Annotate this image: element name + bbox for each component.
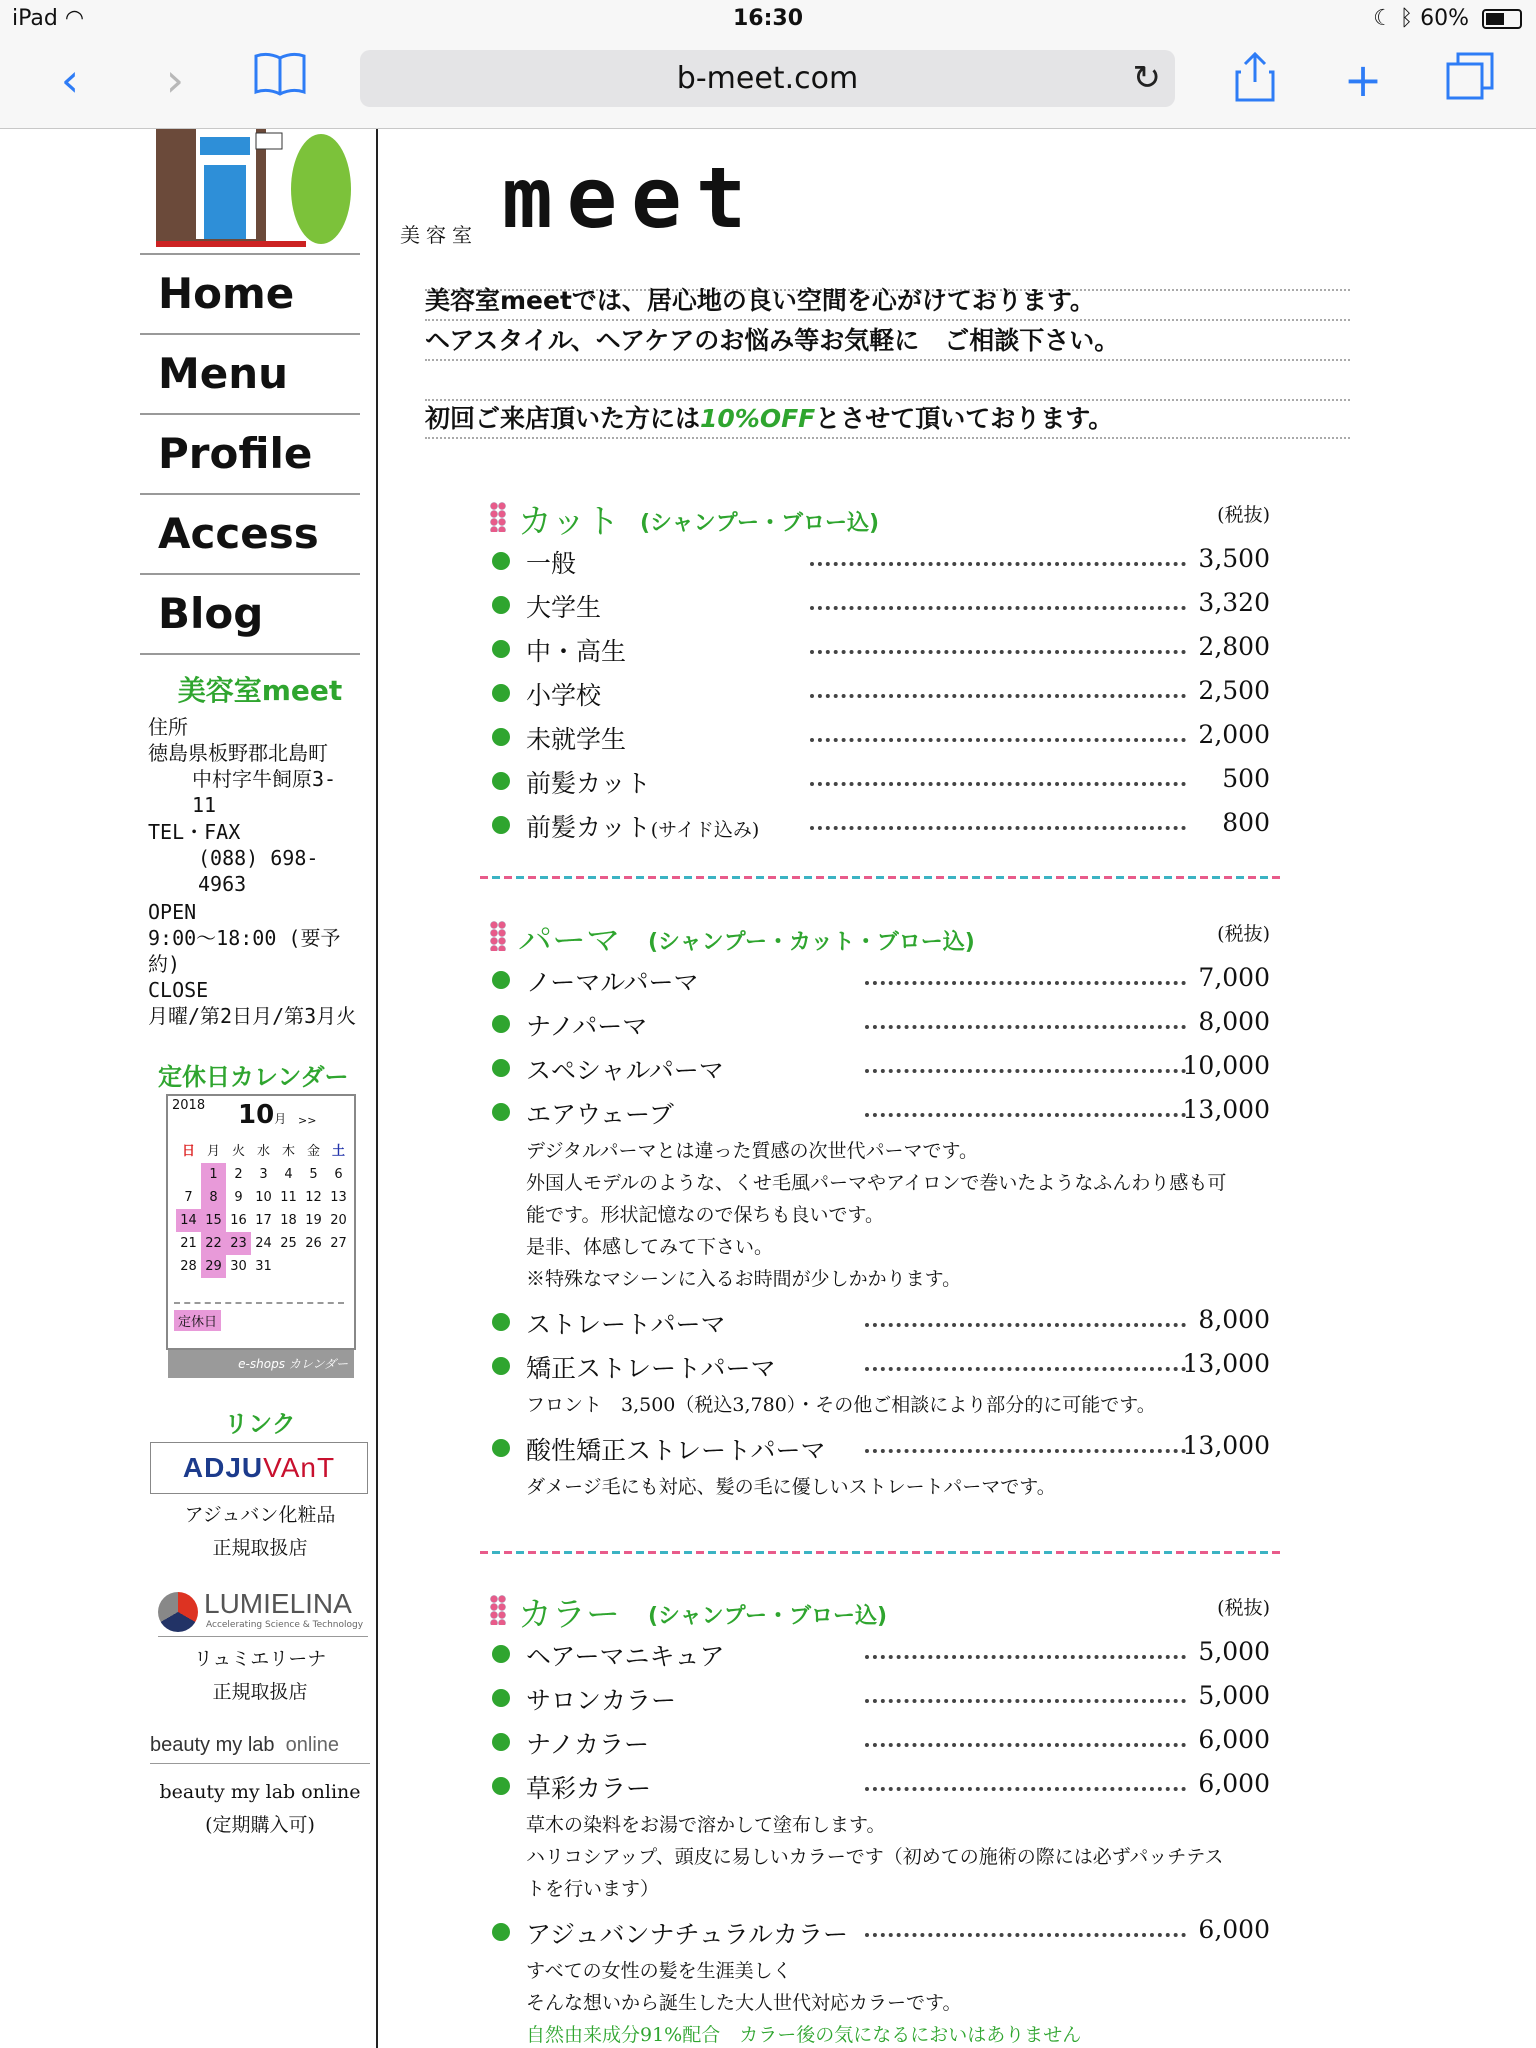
service-price: 2,000 [1198,720,1270,749]
service-name: 未就学生 [526,725,627,754]
battery-fill [1486,13,1504,25]
nav-profile[interactable] [140,413,360,493]
service-name: アジュバンナチュラルカラー [526,1920,849,1949]
perm-title: パーマ [518,921,620,961]
leader-dots [810,650,1186,654]
price-row [490,959,1282,1003]
dots-icon [490,921,506,951]
bullet-icon [492,1923,510,1941]
calendar-day: 16 [230,1213,247,1228]
address-bar[interactable] [360,50,1175,107]
perm-price-list-2 [490,1301,1282,1389]
intro-line-3 [425,399,1350,439]
cut-title: カット [518,502,620,542]
perm-price-list-3 [490,1427,1282,1471]
perm-price-list [490,959,1282,1135]
bullet-icon [492,1689,510,1707]
leader-dots [865,1699,1186,1703]
intro-line-2: ヘアスタイル、ヘアケアのお悩み等お気軽に ご相談下さい。 [425,321,1350,361]
calendar-week-row [176,1163,351,1186]
leader-dots [810,782,1186,786]
nav-access[interactable] [140,493,360,573]
calendar-day: 28 [180,1259,197,1274]
calendar-day: 4 [284,1167,293,1182]
note-line: 外国人モデルのような、くせ毛風パーマやアイロンで巻いたようなふんわり感も可 [526,1172,1227,1194]
web-page [0,129,1536,2048]
leader-dots [810,694,1186,698]
section-perm [490,913,1282,1509]
service-price: 6,000 [1198,1725,1270,1754]
service-price: 13,000 [1182,1349,1270,1378]
bullet-icon [492,1015,510,1033]
bullet-icon [492,684,510,702]
calendar-weekday: 火 [231,1144,245,1159]
note-line-green: 自然由来成分91%配合 カラー後の気になるにおいはありません [526,2024,1082,2046]
calendar-day: 22 [201,1232,226,1255]
calendar-year: 2018 [172,1098,206,1113]
calendar-grid [176,1140,351,1278]
service-price: 3,320 [1198,588,1270,617]
calendar-day: 2 [234,1167,243,1182]
bluetooth-icon: ᛒ [1399,6,1414,31]
calendar-day: 13 [330,1190,347,1205]
calendar-week-row [176,1186,351,1209]
color-price-list-2 [490,1911,1282,1955]
bullet-icon [492,971,510,989]
bml-logo-a: beauty my lab [150,1734,275,1756]
leader-dots [865,1655,1186,1659]
dots-icon [490,502,506,532]
service-price: 6,000 [1198,1769,1270,1798]
calendar-weekday: 水 [256,1144,270,1159]
calendar-month-number: 10 [238,1100,275,1130]
calendar-day: 17 [255,1213,272,1228]
calendar-week-row [176,1255,351,1278]
calendar-day: 20 [330,1213,347,1228]
calendar-day [176,1163,201,1186]
bullet-icon [492,816,510,834]
calendar-day: 30 [230,1259,247,1274]
browser-toolbar [0,40,1536,129]
price-row [490,1345,1282,1389]
price-row [490,1911,1282,1955]
service-name: ストレートパーマ [526,1310,726,1339]
adjuvant-caption-1: アジュバン化粧品 [184,1504,336,1526]
address-label: 住所 [148,715,188,739]
nav-blog-label: Blog [158,589,264,638]
adjuvant-logo-a: ADJU [182,1452,264,1483]
acid-note: ダメージ毛にも対応、髪の毛に優しいストレートパーマです。 [526,1476,1056,1498]
back-icon[interactable]: ‹ [60,53,80,107]
price-row [490,1301,1282,1345]
close-days: 月曜/第2日月/第3月火 [148,1004,357,1028]
discount-text: 10%OFF [700,404,816,433]
service-price: 3,500 [1198,544,1270,573]
bullet-icon [492,728,510,746]
links-title: リンク [224,1410,296,1438]
new-tab-icon[interactable]: + [1343,53,1383,107]
dots-icon [490,1595,506,1625]
bullet-icon [492,1357,510,1375]
open-hours: 9:00～18:00 (要予約) [148,926,341,976]
section-separator [480,1551,1284,1554]
calendar-day: 3 [259,1167,268,1182]
service-price: 5,000 [1198,1637,1270,1666]
perm-header [490,913,1282,959]
service-price: 500 [1222,764,1270,793]
service-name: スペシャルパーマ [526,1056,724,1085]
note-line: 是非、体感してみて下さい。 [526,1236,774,1258]
leader-dots [810,562,1186,566]
price-row [490,1047,1282,1091]
leader-dots [810,606,1186,610]
price-row [490,628,1282,672]
calendar-weekday: 金 [306,1144,320,1159]
calendar-footer[interactable]: e-shops カレンダー [168,1350,354,1378]
lumielina-logo[interactable] [158,1586,368,1637]
service-name: 矯正ストレートパーマ [526,1354,776,1383]
calendar-day: 14 [176,1209,201,1232]
color-tax-label: (税抜) [1217,1597,1270,1619]
service-price: 7,000 [1198,963,1270,992]
cut-header [490,494,1282,540]
perm-subtitle: (シャンプー・カット・ブロー込) [648,930,975,955]
bullet-icon [492,1733,510,1751]
service-name: 一般 [526,549,577,578]
service-name: 小学校 [526,681,602,710]
adjuvant-logo[interactable] [150,1442,368,1494]
service-name: 酸性矯正ストレートパーマ [526,1436,826,1465]
calendar-day: 5 [309,1167,318,1182]
bml-caption-1: beauty my lab online [159,1781,361,1803]
calendar-day: 12 [305,1190,322,1205]
calendar-day: 7 [184,1190,193,1205]
calendar-week-row [176,1232,351,1255]
service-name-note: (サイド込み) [650,819,760,841]
bml-logo-b: online [285,1734,340,1756]
lumielina-caption [140,1643,380,1709]
tel-number[interactable]: (088) 698-4963 [198,846,319,896]
wifi-icon: ◠ [64,6,85,31]
shop-illustration [156,129,356,247]
intro-line-1: 美容室meetでは、居心地の良い空間を心がけております。 [425,281,1350,321]
calendar-day: 29 [201,1255,226,1278]
section-separator [480,876,1284,879]
book-svg [252,50,308,98]
price-row [490,760,1282,804]
calendar-day: 18 [280,1213,297,1228]
leader-dots [865,1113,1186,1117]
service-price: 8,000 [1198,1007,1270,1036]
leader-dots [865,1933,1186,1937]
adjuvant-color-note [490,1955,1282,2048]
calendar-day: 8 [201,1186,226,1209]
address-line-1: 徳島県板野郡北島町 [148,741,328,765]
price-row [490,1633,1282,1677]
price-row [490,1003,1282,1047]
shop-name: 美容室meet [177,674,343,707]
lumielina-mark-icon [158,1592,198,1632]
lumielina-caption-2: 正規取扱店 [212,1681,308,1703]
nav-menu-label: Menu [158,349,289,398]
bml-caption-2: (定期購入可) [205,1814,315,1836]
nav-blog[interactable] [140,573,360,655]
battery-percent: 60% [1420,6,1469,31]
close-block [148,977,356,1029]
service-name: サロンカラー [526,1686,677,1715]
note-line: デジタルパーマとは違った質感の次世代パーマです。 [526,1140,979,1162]
lumielina-logo-text: LUMIELINA [204,1588,352,1619]
cut-subtitle: (シャンプー・ブロー込) [640,511,880,536]
price-row [490,1721,1282,1765]
address-line-2: 中村字牛飼原3-11 [192,767,337,817]
service-name: ノーマルパーマ [526,968,699,997]
note-line: トを行います） [526,1878,660,1900]
nav-access-label: Access [158,509,319,558]
calendar-day: 15 [201,1209,226,1232]
leader-dots [865,1025,1186,1029]
straight-note: フロント 3,500（税込3,780）・その他ご相談により部分的に可能です。 [526,1394,1156,1416]
calendar-day [276,1255,301,1278]
service-price: 6,000 [1198,1915,1270,1944]
price-row [490,716,1282,760]
perm-tax-label: (税抜) [1217,923,1270,945]
note-line: ハリコシアップ、頭皮に易しいカラーです（初めての施術の際には必ずパッチテス [526,1846,1224,1868]
color-header [490,1587,1282,1633]
beauty-my-lab-logo[interactable] [150,1734,370,1764]
address-block [148,714,360,818]
note-line: 草木の染料をお湯で溶かして塗布します。 [526,1814,886,1836]
bml-caption [140,1776,380,1842]
status-right [1373,6,1522,31]
holiday-calendar [166,1094,356,1371]
service-name: 前髪カット(サイド込み) [526,813,760,842]
open-block [148,899,360,977]
calendar-day: 10 [255,1190,272,1205]
calendar-day: 27 [330,1236,347,1251]
nav-home-label: Home [158,269,295,318]
price-row [490,1765,1282,1809]
calendar-day: 26 [305,1236,322,1251]
price-row [490,1091,1282,1135]
calendar-day: 21 [180,1236,197,1251]
bullet-icon [492,596,510,614]
calendar-day: 9 [234,1190,243,1205]
main-nav [140,253,360,655]
price-row [490,540,1282,584]
note-line: 能です。形状記憶なので保ちも良いです。 [526,1204,884,1226]
color-subtitle: (シャンプー・ブロー込) [648,1604,888,1629]
calendar-next-link[interactable]: >> [298,1114,317,1127]
section-color [490,1587,1282,2048]
service-name: 大学生 [526,593,602,622]
service-price: 800 [1222,808,1270,837]
service-name: 前髪カット [526,769,651,798]
calendar-day: 24 [255,1236,272,1251]
adjuvant-caption [140,1499,380,1565]
adjuvant-caption-2: 正規取扱店 [212,1537,308,1559]
price-row [490,584,1282,628]
price-row [490,1427,1282,1471]
sousai-note [490,1809,1282,1905]
bookmarks-icon[interactable] [250,50,310,110]
calendar-day: 11 [280,1190,297,1205]
bullet-icon [492,640,510,658]
lumielina-tagline: Accelerating Science & Technology [206,1620,364,1630]
calendar-legend-label: 定休日 [174,1310,221,1331]
airwave-note [490,1135,1282,1295]
bullet-icon [492,1103,510,1121]
bullet-icon [492,772,510,790]
calendar-day: 25 [280,1236,297,1251]
status-bar [0,0,1536,40]
note-line: そんな想いから誕生した大人世代対応カラーです。 [526,1992,962,2014]
leader-dots [865,1069,1186,1073]
service-name: ヘアーマニキュア [526,1642,725,1671]
bullet-icon [492,1059,510,1077]
device-name: iPad [12,6,58,31]
service-price: 10,000 [1182,1051,1270,1080]
leader-dots [810,826,1186,830]
nav-home[interactable] [140,253,360,333]
service-price: 2,500 [1198,676,1270,705]
bullet-icon [492,1313,510,1331]
battery-icon [1482,9,1522,29]
moon-icon: ☾ [1373,6,1393,31]
leader-dots [865,1323,1186,1327]
calendar-weekday: 木 [281,1144,295,1159]
bullet-icon [492,1777,510,1795]
share-icon[interactable] [1225,50,1285,110]
calendar-day: 31 [255,1259,272,1274]
calendar-weekday: 月 [206,1144,220,1159]
reload-icon[interactable]: ↻ [1132,58,1161,98]
close-label: CLOSE [148,978,209,1002]
nav-profile-label: Profile [158,429,313,478]
service-price: 5,000 [1198,1681,1270,1710]
calendar-weekday: 日 [181,1144,195,1159]
cut-price-list [490,540,1282,848]
color-title: カラー [518,1595,620,1635]
calendar-day: 6 [334,1167,343,1182]
color-price-list [490,1633,1282,1809]
calendar-weekday-row [176,1140,351,1163]
lumielina-caption-1: リュミエリーナ [193,1648,327,1670]
service-name: 中・高生 [526,637,627,666]
tabs-svg [1444,50,1496,102]
bullet-icon [492,1645,510,1663]
leader-dots [865,1787,1186,1791]
service-price: 2,800 [1198,632,1270,661]
logo-small-text: 美容室 [400,223,478,247]
bullet-icon [492,552,510,570]
column-divider [376,129,378,2048]
calendar-day: 1 [201,1163,226,1186]
nav-menu[interactable] [140,333,360,413]
service-price: 13,000 [1182,1431,1270,1460]
calendar-title: 定休日カレンダー [158,1063,349,1091]
service-name: 草彩カラー [526,1774,652,1803]
status-time: 16:30 [732,6,804,31]
service-name: ナノカラー [526,1730,650,1759]
calendar-month-suffix: 月 [274,1112,287,1126]
calendar-day [301,1255,326,1278]
leader-dots [865,1743,1186,1747]
service-price: 8,000 [1198,1305,1270,1334]
service-name: エアウェーブ [526,1100,674,1129]
leader-dots [865,981,1186,985]
calendar-week-row [176,1209,351,1232]
open-label: OPEN [148,900,197,924]
calendar-month [238,1100,286,1130]
price-row [490,672,1282,716]
calendar-legend [174,1302,344,1331]
note-line: ※特殊なマシーンに入るお時間が少しかかります。 [526,1268,962,1290]
section-cut [490,494,1282,848]
leader-dots [810,738,1186,742]
tel-label: TEL・FAX [148,820,241,844]
leader-dots [865,1449,1186,1453]
share-svg [1233,50,1277,102]
calendar-day [326,1255,351,1278]
calendar-day: 19 [305,1213,322,1228]
intro-3a: 初回ご来店頂いた方には [425,404,701,433]
tel-block [148,819,360,897]
calendar-weekday: 土 [331,1144,345,1159]
tabs-icon[interactable] [1440,50,1500,110]
price-row [490,804,1282,848]
service-name: ナノパーマ [526,1012,648,1041]
price-row [490,1677,1282,1721]
url-text: b-meet.com [676,61,859,96]
forward-icon[interactable]: › [165,53,185,107]
site-logo: meet [502,149,761,247]
cut-tax-label: (税抜) [1217,504,1270,526]
bullet-icon [492,1439,510,1457]
note-line: すべての女性の髪を生涯美しく [526,1960,792,1982]
intro-3c: とさせて頂いております。 [815,404,1114,433]
leader-dots [865,1367,1186,1371]
service-price: 13,000 [1182,1095,1270,1124]
calendar-day: 23 [226,1232,251,1255]
adjuvant-logo-b: VAnT [263,1452,336,1483]
